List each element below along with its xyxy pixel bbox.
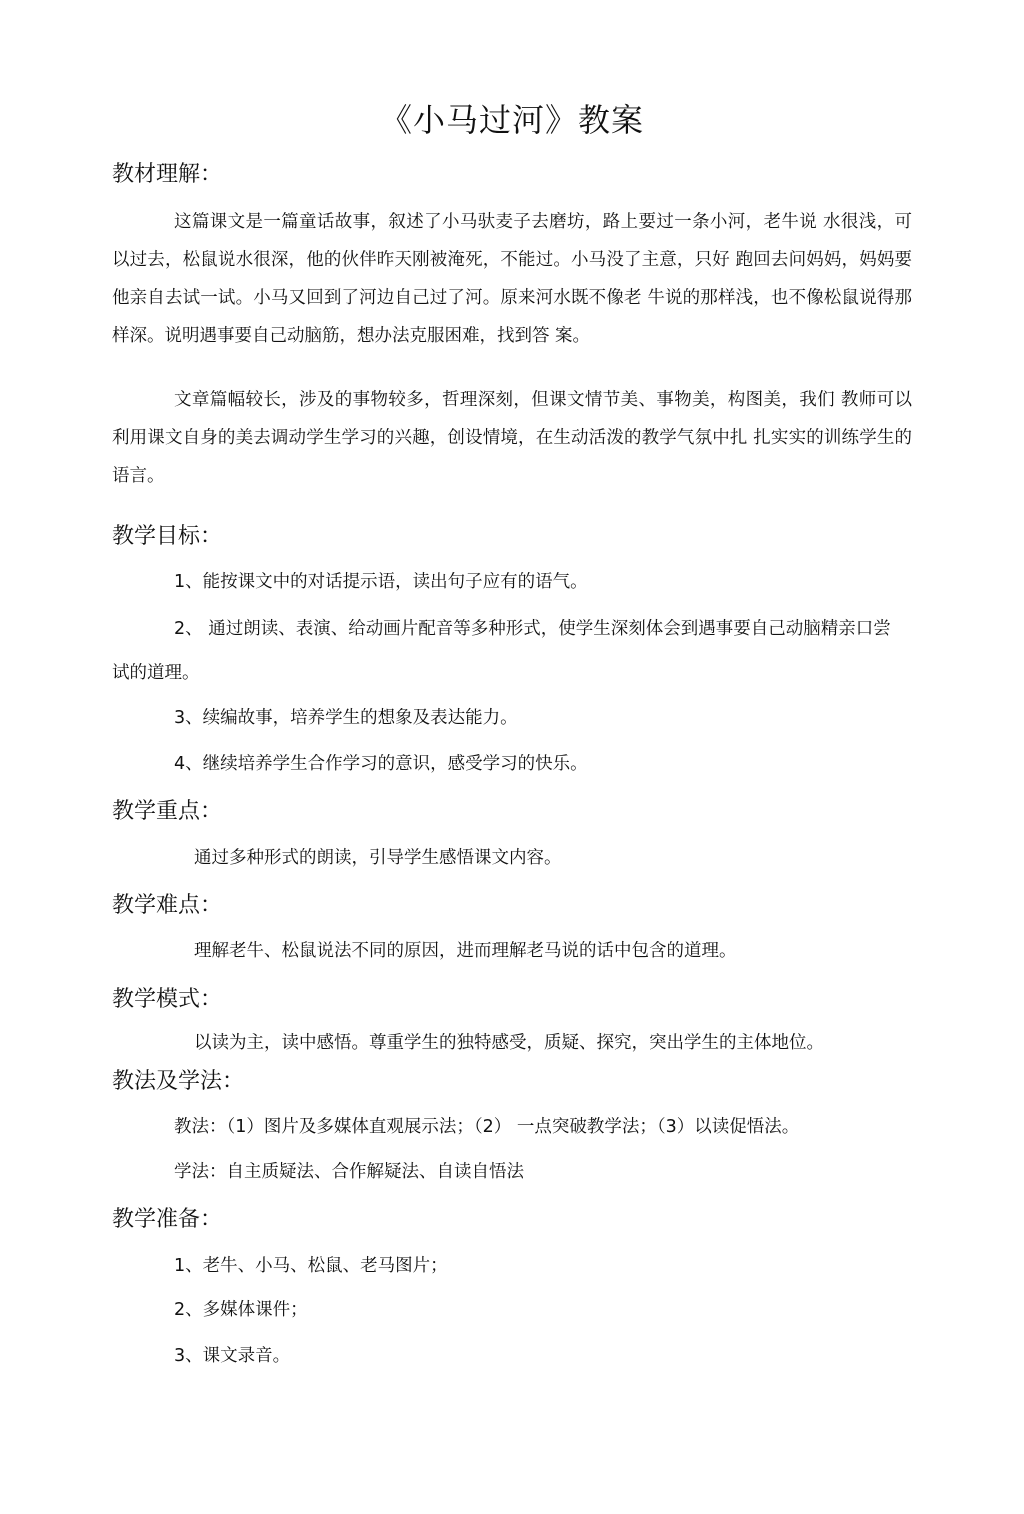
goal-item-3: 3、续编故事，培养学生的想象及表达能力。 — [174, 708, 518, 728]
heading-preparation: 教学准备： — [112, 1207, 223, 1232]
goal-item-4: 4、继续培养学生合作学习的意识，感受学习的快乐。 — [174, 754, 588, 774]
heading-methods: 教法及学法： — [112, 1069, 245, 1094]
learning-method-text: 学法：自主质疑法、合作解疑法、自读自悟法 — [174, 1162, 524, 1182]
teaching-method-text: 教法：（1）图片及多媒体直观展示法；（2） 一点突破教学法；（3）以读促悟法。 — [174, 1117, 800, 1137]
heading-teaching-goals: 教学目标： — [112, 524, 223, 549]
heading-teaching-focus: 教学重点： — [112, 799, 223, 824]
teaching-difficulty-text: 理解老牛、松鼠说法不同的原因，进而理解老马说的话中包含的道理。 — [194, 941, 737, 961]
goal-item-1: 1、能按课文中的对话提示语，读出句子应有的语气。 — [174, 572, 588, 592]
preparation-item-3: 3、课文录音。 — [174, 1346, 291, 1366]
heading-material-understanding: 教材理解： — [112, 162, 223, 187]
heading-teaching-difficulty: 教学难点： — [112, 893, 223, 918]
teaching-mode-text: 以读为主，读中感悟。尊重学生的独特感受，质疑、探究，突出学生的主体地位。 — [194, 1033, 824, 1053]
page-title: 《小马过河》教案 — [379, 101, 644, 139]
teaching-focus-text: 通过多种形式的朗读，引导学生感悟课文内容。 — [194, 848, 562, 868]
preparation-item-1: 1、老牛、小马、松鼠、老马图片； — [174, 1256, 448, 1276]
heading-teaching-mode: 教学模式： — [112, 987, 223, 1012]
material-paragraph-2: 文章篇幅较长，涉及的事物较多，哲理深刻，但课文情节美、事物美，构图美，我们 教师可以利用课文自身的美去调动学生学习的兴趣，创设情境，在生动活泼的教学气氛中扎 扎实实的训练学生的语言。 — [112, 390, 912, 486]
goal-item-2: 2、 通过朗读、表演、给动画片配音等多种形式，使学生深刻体会到遇事要自己动脑精亲口尝试的道理。 — [112, 619, 891, 683]
preparation-item-2: 2、多媒体课件； — [174, 1300, 308, 1320]
material-paragraph-1: 这篇课文是一篇童话故事，叙述了小马驮麦子去磨坊，路上要过一条小河，老牛说 水很浅，可以过去，松鼠说水很深，他的伙伴昨天刚被淹死，不能过。小马没了主意，只好 跑回去问妈妈，妈妈要他亲自去试一试。小马又回到了河边自己过了河。原来河水既不像老 牛说的那样浅，也不像松鼠说得那样深。说明遇事要自己动脑筋，想办法克服困难，找到答 案。 — [112, 212, 912, 346]
